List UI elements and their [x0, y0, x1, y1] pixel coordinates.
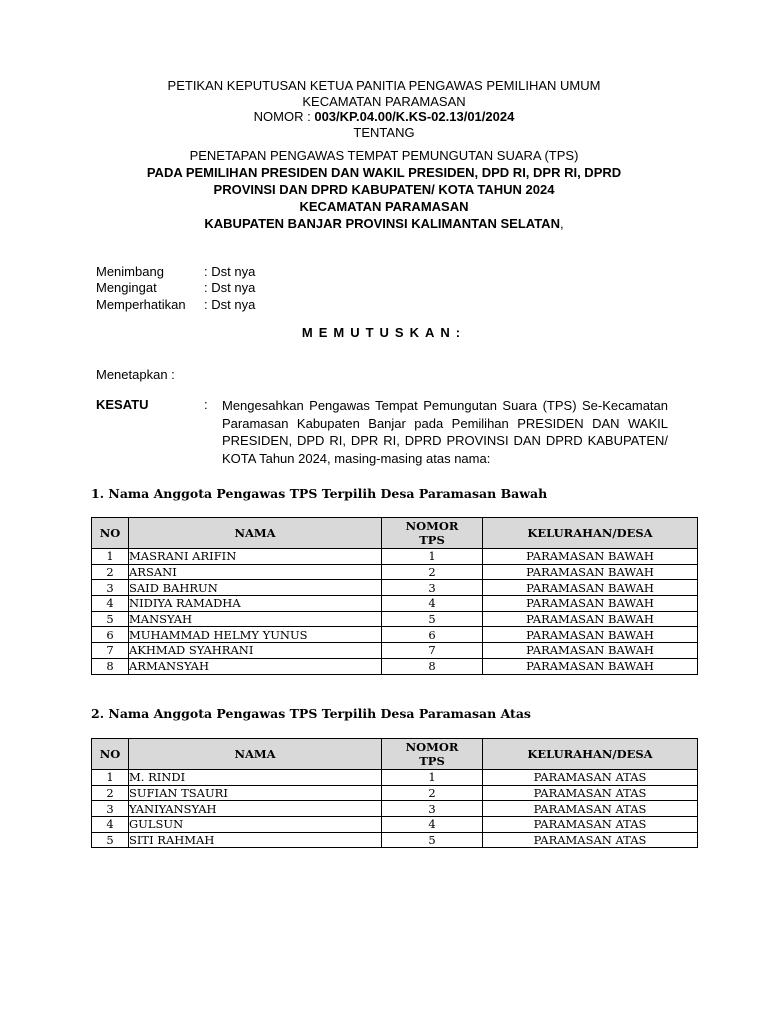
consideration-value-3: : Dst nya [204, 297, 256, 312]
subject-line-5 [0, 215, 768, 232]
document-header [0, 78, 768, 140]
table-row [92, 832, 698, 848]
col-header-no: NO [92, 739, 129, 770]
consideration-label-3: Memperhatikan [96, 297, 186, 312]
consideration-value-1: : Dst nya [204, 264, 256, 279]
cell-nama: YANIYANSYAH [129, 801, 382, 817]
table-row [92, 564, 698, 580]
cell-nama: SITI RAHMAH [129, 832, 382, 848]
cell-no: 2 [92, 564, 129, 580]
col-header-tps-line2: TPS [419, 533, 445, 547]
col-header-nama: NAMA [129, 739, 382, 770]
table-row [92, 801, 698, 817]
section-2-title: 2. Nama Anggota Pengawas TPS Terpilih Desa Paramasan Atas [91, 706, 531, 721]
cell-nama: GULSUN [129, 817, 382, 833]
cell-kelurahan: PARAMASAN BAWAH [483, 611, 698, 627]
cell-kelurahan: PARAMASAN BAWAH [483, 564, 698, 580]
cell-tps: 4 [382, 596, 483, 612]
table-row [92, 611, 698, 627]
table-row [92, 658, 698, 674]
table-row [92, 580, 698, 596]
header-tentang: TENTANG [353, 124, 415, 140]
table-row [92, 770, 698, 786]
table-paramasan-bawah [91, 517, 698, 675]
kesatu-text: Mengesahkan Pengawas Tempat Pemungutan Suara (TPS) Se-Kecamatan Paramasan Kabupaten Banjar pada Pemilihan PRESIDEN DAN WAKIL PRESIDEN, DPD RI, DPR RI, DPRD PROVINSI DAN DPRD KABUPATEN/ KOTA Tahun 2024, masing-masing atas nama: [222, 398, 668, 466]
nomor-value: 003/KP.04.00/K.KS-02.13/01/2024 [314, 109, 515, 124]
consideration-value-2: : Dst nya [204, 280, 256, 295]
col-header-tps-line1: NOMOR [405, 519, 459, 533]
cell-nama: SAID BAHRUN [129, 580, 382, 596]
cell-no: 7 [92, 643, 129, 659]
cell-tps: 3 [382, 580, 483, 596]
document-subject [0, 147, 768, 232]
table-row [92, 627, 698, 643]
table-header-row [92, 739, 698, 770]
header-line-1: PETIKAN KEPUTUSAN KETUA PANITIA PENGAWAS PEMILIHAN UMUM [167, 78, 601, 93]
section-1-title: 1. Nama Anggota Pengawas TPS Terpilih Desa Paramasan Bawah [91, 486, 548, 501]
table-paramasan-atas [91, 738, 698, 848]
cell-nama: MANSYAH [129, 611, 382, 627]
cell-tps: 7 [382, 643, 483, 659]
cell-tps: 2 [382, 564, 483, 580]
col-header-nama: NAMA [129, 518, 382, 549]
table-header-row [92, 518, 698, 549]
menetapkan-label: Menetapkan : [96, 367, 175, 382]
cell-tps: 4 [382, 817, 483, 833]
cell-no: 1 [92, 770, 129, 786]
subject-line-1: PENETAPAN PENGAWAS TEMPAT PEMUNGUTAN SUARA (TPS) [189, 148, 579, 163]
cell-tps: 3 [382, 801, 483, 817]
cell-nama: SUFIAN TSAURI [129, 785, 382, 801]
cell-kelurahan: PARAMASAN ATAS [483, 801, 698, 817]
header-line-2: KECAMATAN PARAMASAN [302, 93, 466, 109]
cell-kelurahan: PARAMASAN BAWAH [483, 549, 698, 565]
cell-no: 4 [92, 817, 129, 833]
cell-tps: 6 [382, 627, 483, 643]
subject-line-3: PROVINSI DAN DPRD KABUPATEN/ KOTA TAHUN 2024 [213, 182, 555, 197]
col-header-kelurahan: KELURAHAN/DESA [483, 518, 698, 549]
cell-no: 8 [92, 658, 129, 674]
col-header-nomor-tps [382, 739, 483, 770]
cell-no: 6 [92, 627, 129, 643]
cell-kelurahan: PARAMASAN BAWAH [483, 580, 698, 596]
col-header-kelurahan: KELURAHAN/DESA [483, 739, 698, 770]
cell-tps: 1 [382, 549, 483, 565]
cell-nama: MUHAMMAD HELMY YUNUS [129, 627, 382, 643]
cell-tps: 2 [382, 785, 483, 801]
kesatu-label: KESATU [96, 397, 149, 412]
cell-nama: MASRANI ARIFIN [129, 549, 382, 565]
cell-no: 5 [92, 611, 129, 627]
col-header-tps-line2: TPS [419, 754, 445, 768]
cell-tps: 5 [382, 832, 483, 848]
kesatu-colon: : [204, 397, 208, 412]
cell-no: 2 [92, 785, 129, 801]
cell-kelurahan: PARAMASAN ATAS [483, 785, 698, 801]
cell-kelurahan: PARAMASAN ATAS [483, 817, 698, 833]
cell-kelurahan: PARAMASAN BAWAH [483, 643, 698, 659]
consideration-label-1: Menimbang [96, 264, 164, 279]
cell-kelurahan: PARAMASAN ATAS [483, 832, 698, 848]
memutuskan-heading: MEMUTUSKAN: [301, 325, 467, 340]
cell-kelurahan: PARAMASAN BAWAH [483, 627, 698, 643]
cell-kelurahan: PARAMASAN BAWAH [483, 596, 698, 612]
table-row [92, 549, 698, 565]
subject-line-5-tail: , [559, 216, 564, 231]
cell-nama: AKHMAD SYAHRANI [129, 643, 382, 659]
subject-line-4: KECAMATAN PARAMASAN [299, 199, 469, 214]
cell-nama: M. RINDI [129, 770, 382, 786]
table-row [92, 643, 698, 659]
subject-line-5-text: KABUPATEN BANJAR PROVINSI KALIMANTAN SELATAN [204, 216, 560, 231]
consideration-label-2: Mengingat [96, 280, 157, 295]
cell-tps: 8 [382, 658, 483, 674]
cell-tps: 1 [382, 770, 483, 786]
cell-no: 3 [92, 801, 129, 817]
cell-no: 3 [92, 580, 129, 596]
cell-kelurahan: PARAMASAN ATAS [483, 770, 698, 786]
subject-line-2: PADA PEMILIHAN PRESIDEN DAN WAKIL PRESIDEN, DPD RI, DPR RI, DPRD [146, 165, 622, 180]
cell-kelurahan: PARAMASAN BAWAH [483, 658, 698, 674]
table-row [92, 785, 698, 801]
cell-no: 5 [92, 832, 129, 848]
col-header-tps-line1: NOMOR [405, 740, 459, 754]
cell-tps: 5 [382, 611, 483, 627]
table-row [92, 596, 698, 612]
cell-nama: ARSANI [129, 564, 382, 580]
cell-nama: NIDIYA RAMADHA [129, 596, 382, 612]
col-header-nomor-tps [382, 518, 483, 549]
col-header-no: NO [92, 518, 129, 549]
table-row [92, 817, 698, 833]
cell-no: 4 [92, 596, 129, 612]
cell-no: 1 [92, 549, 129, 565]
cell-nama: ARMANSYAH [129, 658, 382, 674]
header-nomor [0, 109, 768, 125]
nomor-label: NOMOR : [253, 109, 315, 124]
